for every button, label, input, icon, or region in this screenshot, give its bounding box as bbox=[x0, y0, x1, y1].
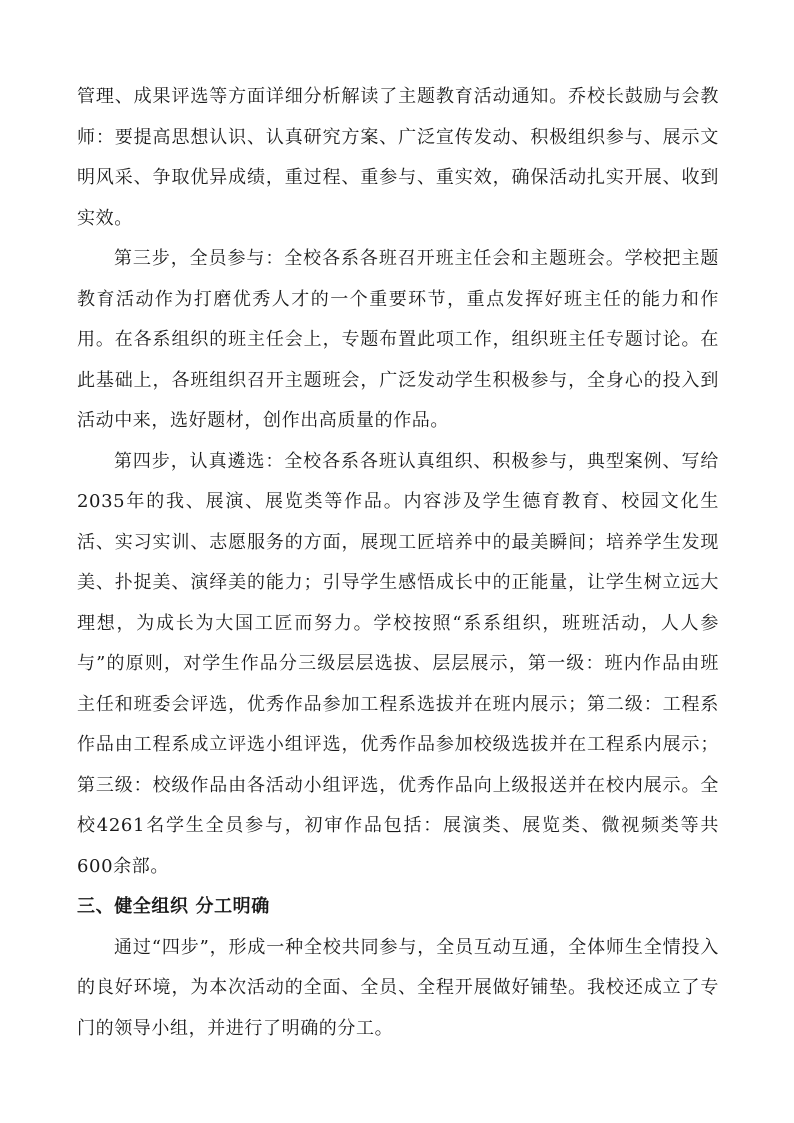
paragraph-closing: 通过“四步”，形成一种全校共同参与，全员互动互通，全体师生全情投入的良好环境，为本次活动的全面、全员、全程开展做好铺垫。我校还成立了专门的领导小组，并进行了明确的分工。 bbox=[77, 936, 719, 1039]
paragraph-continuation: 管理、成果评选等方面详细分析解读了主题教育活动通知。乔校长鼓励与会教师：要提高思想认识、认真研究方案、广泛宣传发动、积极组织参与、展示文明风采、争取优异成绩，重过程、重参与、重实效，确保活动扎实开展、收到实效。 bbox=[77, 86, 719, 229]
paragraph-step-four: 第四步，认真遴选：全校各系各班认真组织、积极参与，典型案例、写给2035年的我、展演、展览类等作品。内容涉及学生德育教育、校园文化生活、实习实训、志愿服务的方面，展现工匠培养中的最美瞬间；培养学生发现美、扑捉美、演绎美的能力；引导学生感悟成长中的正能量，让学生树立远大理想，为成长为大国工匠而努力。学校按照“系系组织，班班活动，人人参与”的原则，对学生作品分三级层层选拔、层层展示，第一级：班内作品由班主任和班委会评选，优秀作品参加工程系选拔并在班内展示；第二级：工程系作品由工程系成立评选小组评选，优秀作品参加校级选拔并在工程系内展示；第三级：校级作品由各活动小组评选，优秀作品向上级报送并在校内展示。全校4261名学生全员参与，初审作品包括：展演类、展览类、微视频类等共600余部。 bbox=[77, 450, 719, 877]
section-heading: 三、健全组织 分工明确 bbox=[77, 896, 270, 917]
document-body bbox=[77, 77, 719, 1049]
paragraph-step-three: 第三步，全员参与：全校各系各班召开班主任会和主题班会。学校把主题教育活动作为打磨优秀人才的一个重要环节，重点发挥好班主任的能力和作用。在各系组织的班主任会上，专题布置此项工作，组织班主任专题讨论。在此基础上，各班组织召开主题班会，广泛发动学生积极参与，全身心的投入到活动中来，选好题材，创作出高质量的作品。 bbox=[77, 248, 719, 431]
